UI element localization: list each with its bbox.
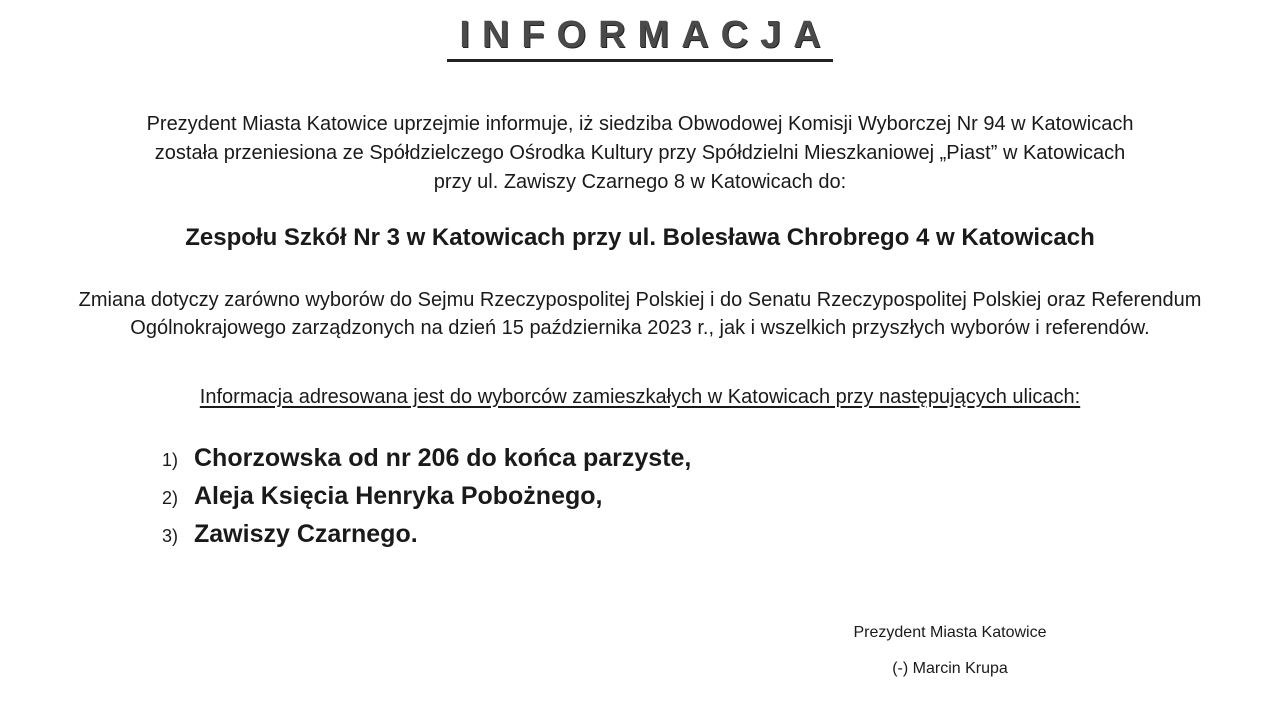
addressed-to-paragraph	[0, 386, 1280, 409]
street-name: Aleja Księcia Henryka Pobożnego,	[194, 482, 603, 510]
street-name: Chorzowska od nr 206 do końca parzyste,	[194, 444, 692, 472]
street-name: Zawiszy Czarnego.	[194, 520, 418, 548]
street-number: 1)	[162, 450, 179, 470]
street-number: 3)	[162, 526, 179, 546]
street-list-item	[162, 444, 691, 482]
street-list-item	[162, 482, 691, 520]
street-list-item	[162, 520, 691, 558]
addressed-to-text: Informacja adresowana jest do wyborców zamieszkałych w Katowicach przy następujących ulicach:	[199, 386, 1081, 408]
signature-name: (-) Marcin Krupa	[892, 660, 1008, 677]
signature-role: Prezydent Miasta Katowice	[853, 624, 1047, 641]
change-line: Zmiana dotyczy zarówno wyborów do Sejmu Rzeczypospolitej Polskiej i do Senatu Rzeczypospolitej Polskiej oraz Referendum	[78, 289, 1202, 311]
intro-line: przy ul. Zawiszy Czarnego 8 w Katowicach do:	[433, 171, 847, 193]
intro-paragraph	[0, 110, 1280, 197]
change-paragraph	[0, 286, 1280, 342]
signature-block	[820, 624, 1080, 678]
street-number: 2)	[162, 488, 179, 508]
intro-line: Prezydent Miasta Katowice uprzejmie informuje, iż siedziba Obwodowej Komisji Wyborczej Nr 94 w Katowicach	[146, 113, 1134, 135]
change-line: Ogólnokrajowego zarządzonych na dzień 15 października 2023 r., jak i wszelkich przyszłych wyborów i referendów.	[130, 317, 1150, 339]
document-title-text: INFORMACJA	[447, 14, 832, 62]
intro-line: została przeniesiona ze Spółdzielczego Ośrodka Kultury przy Spółdzielni Mieszkaniowej „Piast” w Katowicach	[154, 142, 1126, 164]
street-list	[162, 444, 691, 558]
new-address: Zespołu Szkół Nr 3 w Katowicach przy ul. Bolesława Chrobrego 4 w Katowicach	[185, 224, 1095, 251]
document-title	[0, 14, 1280, 62]
